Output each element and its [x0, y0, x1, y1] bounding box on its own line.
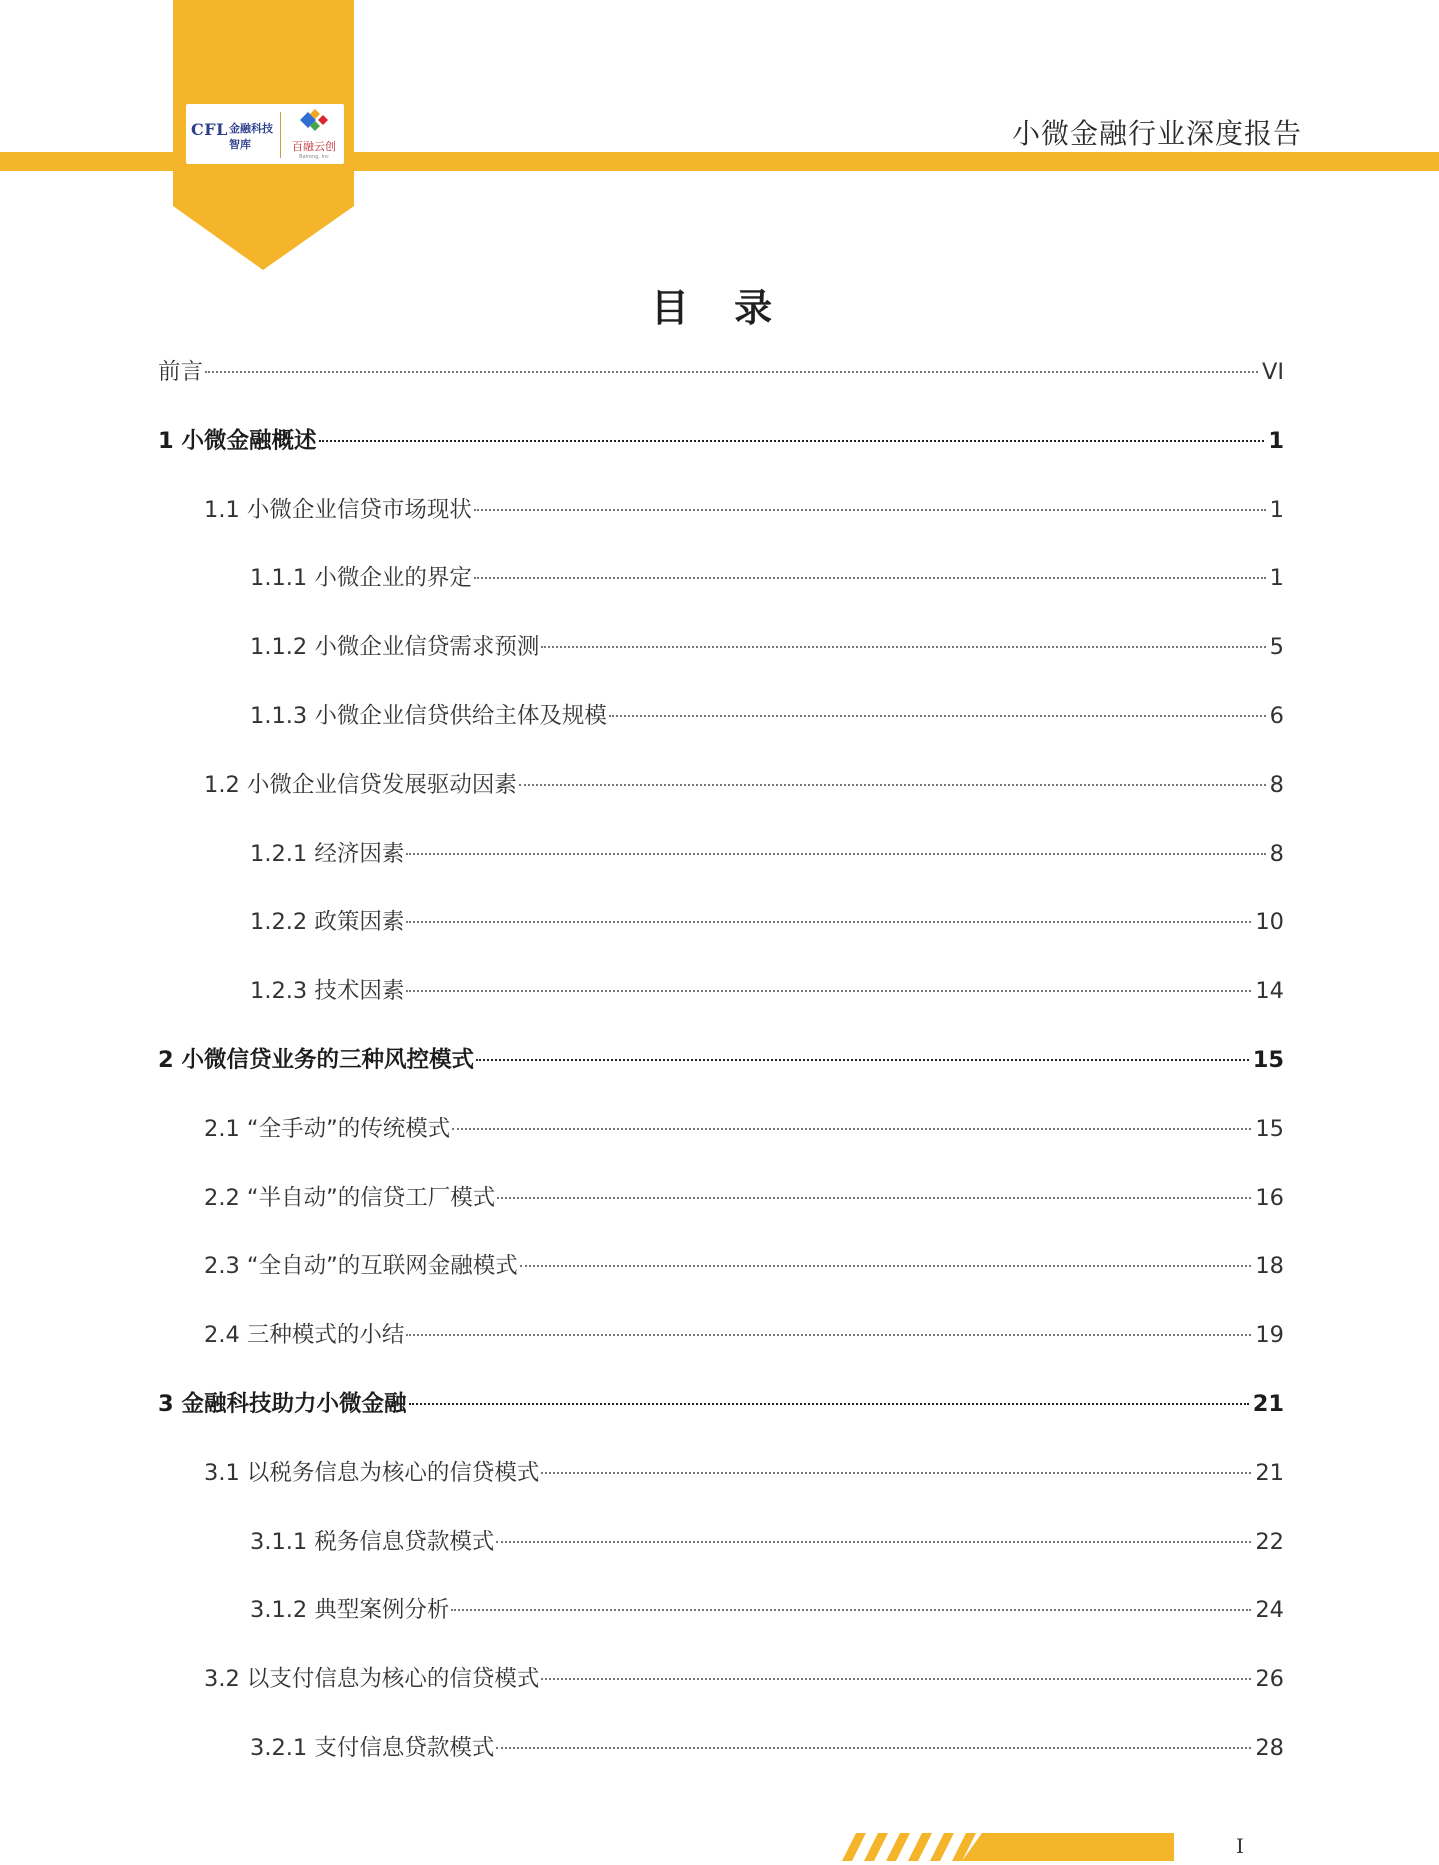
toc-leader-dots [496, 1747, 1251, 1749]
report-title: 小微金融行业深度报告 [1011, 117, 1302, 150]
toc-entry-label: 1.2.2 政策因素 [250, 909, 405, 936]
toc-entry-page: 14 [1255, 978, 1284, 1005]
toc-entry-label: 3.1.1 税务信息贷款模式 [250, 1528, 495, 1555]
toc-entry-page: 10 [1255, 909, 1284, 936]
toc-leader-dots [406, 853, 1265, 855]
toc-entry[interactable] [158, 1164, 1284, 1233]
toc-leader-dots [609, 715, 1266, 717]
toc-leader-dots [205, 371, 1258, 373]
cfl-logo-cn: 金融科技智库 [229, 122, 273, 151]
toc-leader-dots [541, 1472, 1251, 1474]
toc-leader-dots [541, 646, 1265, 648]
toc-leader-dots [519, 784, 1266, 786]
toc-entry[interactable] [158, 1370, 1284, 1439]
toc-entry-label: 1.2.3 技术因素 [250, 978, 405, 1005]
toc-leader-dots [497, 1197, 1251, 1199]
toc-title: 目 录 [650, 286, 789, 330]
toc-entry-page: 16 [1255, 1184, 1284, 1211]
cfl-logo-text: CFL [191, 120, 228, 139]
toc-entry-page: 21 [1255, 1459, 1284, 1486]
toc-entry-page: 18 [1255, 1253, 1284, 1280]
toc-leader-dots [476, 1059, 1249, 1061]
toc-entry-page: VI [1261, 359, 1284, 385]
bairong-logo [286, 108, 342, 160]
toc-entry-page: 8 [1269, 840, 1284, 867]
toc-entry[interactable] [158, 888, 1284, 957]
toc-leader-dots [409, 1403, 1249, 1405]
toc-entry-page: 24 [1255, 1597, 1284, 1624]
toc-list [158, 338, 1284, 1783]
toc-leader-dots [474, 509, 1266, 511]
toc-entry[interactable] [158, 1508, 1284, 1577]
toc-entry-label: 3 金融科技助力小微金融 [158, 1390, 407, 1417]
toc-entry-label: 2.2 “半自动”的信贷工厂模式 [204, 1184, 496, 1211]
toc-leader-dots [406, 921, 1251, 923]
toc-leader-dots [406, 990, 1251, 992]
toc-entry-label: 1.1.2 小微企业信贷需求预测 [250, 634, 540, 661]
toc-entry-page: 6 [1269, 702, 1284, 729]
toc-leader-dots [520, 1265, 1252, 1267]
toc-entry-page: 19 [1255, 1322, 1284, 1349]
toc-entry[interactable] [158, 544, 1284, 613]
toc-entry-label: 1.2 小微企业信贷发展驱动因素 [204, 771, 517, 798]
cfl-logo [191, 120, 279, 150]
bairong-logo-cn: 百融云创 [292, 140, 336, 153]
toc-entry-label: 1 小微金融概述 [158, 427, 317, 454]
toc-entry-page: 15 [1252, 1046, 1284, 1073]
toc-entry-page: 21 [1252, 1390, 1284, 1417]
toc-entry-label: 2.3 “全自动”的互联网金融模式 [204, 1253, 518, 1280]
toc-entry-label: 3.2 以支付信息为核心的信贷模式 [204, 1666, 540, 1693]
toc-entry[interactable] [158, 613, 1284, 682]
toc-entry-page: 1 [1269, 565, 1284, 592]
toc-leader-dots [541, 1678, 1251, 1680]
toc-entry[interactable] [158, 338, 1284, 407]
toc-leader-dots [474, 577, 1266, 579]
toc-leader-dots [496, 1541, 1251, 1543]
toc-entry[interactable] [158, 1232, 1284, 1301]
toc-entry-label: 1.2.1 经济因素 [250, 840, 405, 867]
toc-leader-dots [319, 440, 1265, 442]
toc-entry[interactable] [158, 1714, 1284, 1783]
toc-entry-page: 26 [1255, 1666, 1284, 1693]
toc-entry-label: 1.1 小微企业信贷市场现状 [204, 496, 472, 523]
toc-entry-page: 22 [1255, 1528, 1284, 1555]
toc-entry[interactable] [158, 957, 1284, 1026]
toc-entry-label: 2 小微信贷业务的三种风控模式 [158, 1046, 474, 1073]
toc-entry[interactable] [158, 1439, 1284, 1508]
toc-entry-label: 3.1.2 典型案例分析 [250, 1597, 450, 1624]
toc-entry-label: 前言 [158, 359, 204, 385]
toc-entry-label: 1.1.3 小微企业信贷供给主体及规模 [250, 702, 607, 729]
toc-entry-page: 8 [1269, 771, 1284, 798]
toc-entry-page: 15 [1255, 1115, 1284, 1142]
toc-entry[interactable] [158, 1301, 1284, 1370]
toc-entry[interactable] [158, 1026, 1284, 1095]
toc-entry-page: 1 [1269, 496, 1284, 523]
toc-entry-label: 2.4 三种模式的小结 [204, 1322, 405, 1349]
toc-entry[interactable] [158, 407, 1284, 476]
page-number: I [1236, 1834, 1244, 1858]
toc-leader-dots [451, 1609, 1251, 1611]
bairong-mark-icon [294, 108, 334, 132]
toc-entry-label: 1.1.1 小微企业的界定 [250, 565, 472, 592]
toc-entry[interactable] [158, 751, 1284, 820]
toc-entry-label: 2.1 “全手动”的传统模式 [204, 1115, 451, 1142]
toc-entry-label: 3.2.1 支付信息贷款模式 [250, 1734, 495, 1761]
bairong-logo-en: Bairong, Inc [299, 154, 329, 160]
toc-entry[interactable] [158, 820, 1284, 889]
toc-leader-dots [452, 1128, 1251, 1130]
toc-entry-label: 3.1 以税务信息为核心的信贷模式 [204, 1459, 540, 1486]
toc-entry-page: 1 [1268, 427, 1284, 454]
toc-entry[interactable] [158, 1095, 1284, 1164]
toc-entry-page: 5 [1269, 634, 1284, 661]
toc-entry[interactable] [158, 476, 1284, 545]
logo-divider [280, 112, 281, 158]
toc-leader-dots [406, 1334, 1251, 1336]
toc-entry[interactable] [158, 682, 1284, 751]
footer-stripe-bar [832, 1833, 1174, 1861]
toc-entry-page: 28 [1255, 1734, 1284, 1761]
toc-entry[interactable] [158, 1645, 1284, 1714]
toc-entry[interactable] [158, 1576, 1284, 1645]
